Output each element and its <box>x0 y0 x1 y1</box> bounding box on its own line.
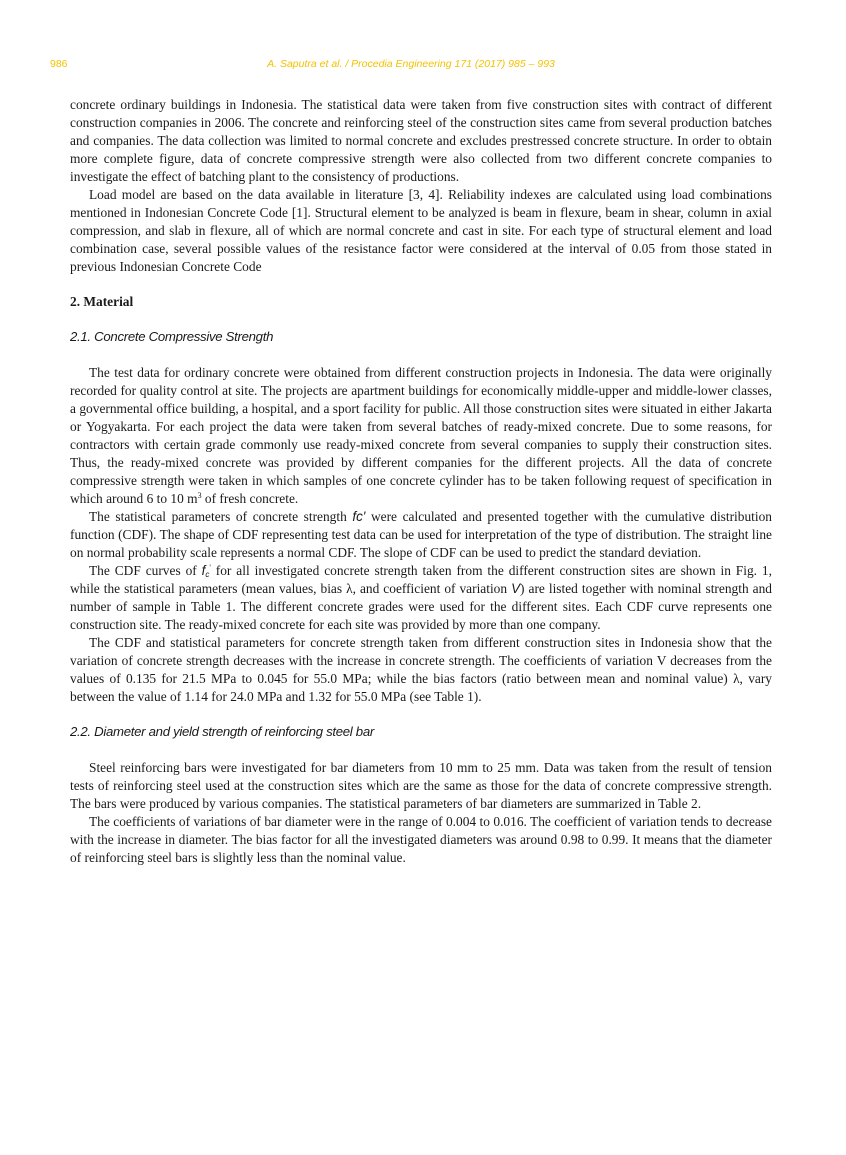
symbol-f: f <box>201 563 206 578</box>
superscript-prime: ' <box>209 563 211 572</box>
running-header <box>50 58 772 74</box>
paragraph-load-model: Load model are based on the data available in literature [3, 4]. Reliability indexes are calculated using load combinations mentioned in Indonesian Concrete Code [1]. Structural element to be analyzed is beam in flexure, beam in shear, column in axial compression, and slab in flexure, all of which are normal concrete and cast in site. For each type of structural element and load combination case, several possible values of the resistance factor were considered at the interval of 0.05 from those stated in previous Indonesian Concrete Code <box>70 187 772 274</box>
cdf-text-c: ) are listed together with nominal strength and number of sample in Table 1. The different concrete grades were used for the different sites. Each CDF curve represents one construction site. The ready-mixed concrete for each site was provided by more than one company. <box>70 581 772 632</box>
paragraph-cdf-curves <box>70 562 772 634</box>
paragraph-statistical-parameters <box>70 508 772 562</box>
cdf-text-b: for all investigated concrete strength taken from the different construction sites are shown in Fig. 1, while the statistical parameters (mean values, bias λ, and coefficient of variation <box>70 563 772 596</box>
paragraph-test-data <box>70 364 772 508</box>
subsection-heading-steel-bar: 2.2. Diameter and yield strength of reinforcing steel bar <box>70 724 374 739</box>
subsection-heading-concrete-strength: 2.1. Concrete Compressive Strength <box>70 329 274 344</box>
paragraph-cdf-statistics: The CDF and statistical parameters for concrete strength taken from different construction sites in Indonesia show that the variation of concrete strength decreases with the increase in concrete strength. The coefficients of variation V decreases from the values of 0.135 for 21.5 MPa to 0.045 for 55.0 MPa; while the bias factors (ratio between mean and nominal value) λ, vary between the value of 1.14 for 24.0 MPa and 1.32 for 55.0 MPa (see Table 1). <box>70 635 772 704</box>
section-heading-material: 2. Material <box>70 294 134 309</box>
subscript-c: c <box>205 570 210 579</box>
stat-text-a: The statistical parameters of concrete strength <box>89 509 353 524</box>
running-title: A. Saputra et al. / Procedia Engineering 171 (2017) 985 – 993 <box>267 58 555 70</box>
stat-text-b: were calculated and presented together with the cumulative distribution function (CDF). The shape of CDF representing test data can be used for interpretation of the type of distribution. The straight line on normal probability scale represents a normal CDF. The slope of CDF can be used to predict the standard deviation. <box>70 509 772 560</box>
body-text <box>70 96 772 867</box>
paragraph-coefficient-variation: The coefficients of variations of bar diameter were in the range of 0.004 to 0.016. The coefficient of variation tends to decrease with the increase in diameter. The bias factor for all the investigated diameters was around 0.98 to 0.99. It means that the diameter of reinforcing steel bars is slightly less than the nominal value. <box>70 814 772 865</box>
superscript-cubed: 3 <box>197 491 202 500</box>
paragraph-intro-continued: concrete ordinary buildings in Indonesia. The statistical data were taken from five construction sites with contract of different construction companies in 2006. The concrete and reinforcing steel of the construction sites came from several production batches and companies. The data collection was limited to normal concrete and excludes prestressed concrete structure. In order to obtain more complete figure, data of concrete compressive strength were also collected from two different concrete companies to investigate the effect of batching plant to the consistency of productions. <box>70 97 772 184</box>
cdf-text-a: The CDF curves of <box>89 563 202 578</box>
page-number: 986 <box>50 58 68 70</box>
test-data-text-end: of fresh concrete. <box>201 491 299 506</box>
symbol-v: V <box>511 581 521 596</box>
paragraph-steel-bars: Steel reinforcing bars were investigated for bar diameters from 10 mm to 25 mm. Data was taken from the result of tension tests of reinforcing steel used at the construction sites which are the same as those for the data of concrete compressive strength. The bars were produced by various companies. The statistical parameters of bar diameters are summarized in Table 2. <box>70 760 772 811</box>
test-data-text: The test data for ordinary concrete were obtained from different construction projects in Indonesia. The data were originally recorded for quality control at site. The projects are apartment buildings for economically middle-upper and middle-lower classes, a governmental office building, a hospital, and a sport facility for public. All those construction sites were situated in either Jakarta or Yogyakarta. For each project the data were taken from several batches of ready-mixed concrete. Due to some reasons, for contractors with certain grade commonly use ready-mixed concrete from several companies to supply their construction sites. Thus, the ready-mixed concrete was provided by different companies for the different projects. All the data of concrete compressive strength were taken in which samples of one concrete cylinder has to be taken following request of specification in which around 6 to 10 m <box>70 365 772 506</box>
symbol-fc-prime: fc' <box>352 509 366 524</box>
